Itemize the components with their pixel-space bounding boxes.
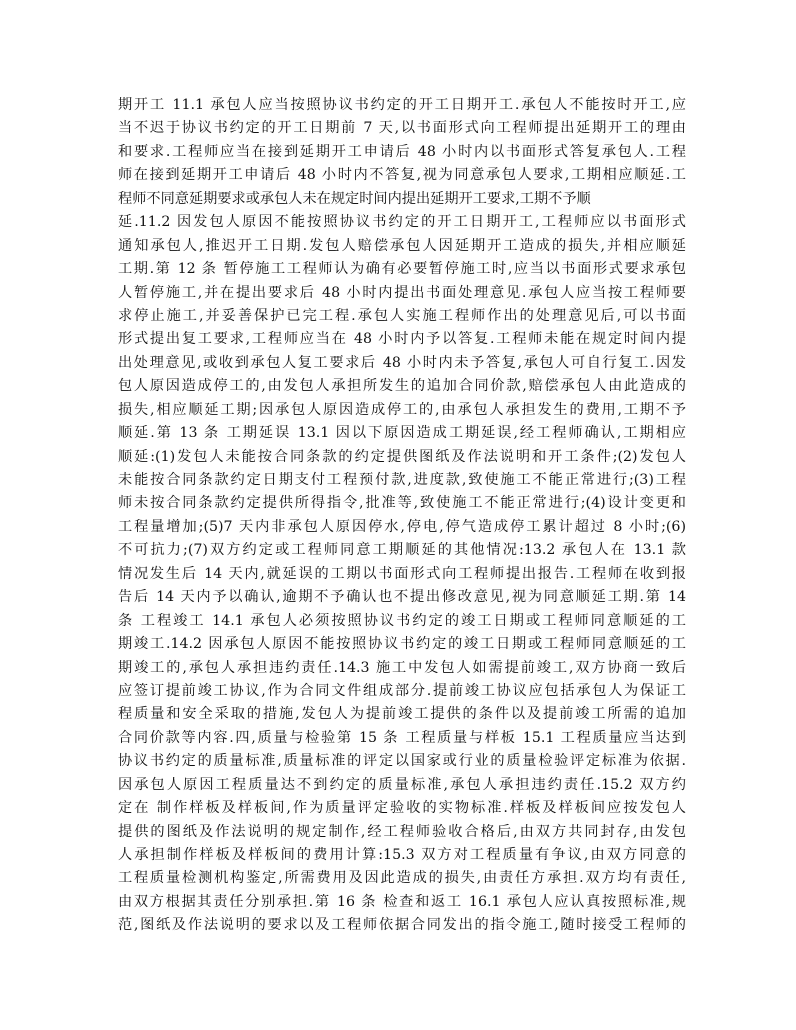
text-line-34: 工程质量检测机构鉴定,所需费用及因此造成的损失,由责任方承担.双方均有责任, [118, 870, 686, 887]
text-line-31: 定在 制作样板及样板间,作为质量评定验收的实物标准.样板及样板间应按发包人 [118, 800, 686, 817]
text-line-35: 由双方根据其责任分别承担.第 16 条 检查和返工 16.1 承包人应认真按照标准,规 [118, 893, 686, 910]
body-text [118, 94, 686, 938]
text-line-25: 期竣工的,承包人承担违约责任.14.3 施工中发包人如需提前竣工,双方协商一致后 [118, 659, 686, 676]
text-line-21: 情况发生后 14 天内,就延误的工期以书面形式向工程师提出报告.工程师在收到报 [118, 565, 686, 582]
text-line-17: 未能按合同条款约定日期支付工程预付款,进度款,致使施工不能正常进行;(3)工程 [118, 472, 686, 488]
text-line-10: 求停止施工,并妥善保护已完工程.承包人实施工程师作出的处理意见后,可以书面 [118, 307, 686, 324]
text-line-16: 顺延:(1)发包人未能按合同条款的约定提供图纸及作法说明和开工条件;(2)发包人 [118, 448, 686, 465]
text-line-20: 不可抗力;(7)双方约定或工程师同意工期顺延的其他情况:13.2 承包人在 13.1 款 [118, 542, 686, 559]
text-line-30: 因承包人原因工程质量达不到约定的质量标准,承包人承担违约责任.15.2 双方约 [118, 776, 686, 793]
text-line-33: 人承担制作样板及样板间的费用计算:15.3 双方对工程质量有争议,由双方同意的 [118, 847, 686, 863]
text-line-11: 形式提出复工要求,工程师应当在 48 小时内予以答复.工程师未能在规定时间内提 [118, 331, 686, 348]
text-line-24: 期竣工.14.2 因承包人原因不能按照协议书约定的竣工日期或工程师同意顺延的工 [118, 636, 686, 653]
text-line-1: 期开工 11.1 承包人应当按照协议书约定的开工日期开工.承包人不能按时开工,应 [118, 97, 686, 113]
text-line-5: 程师不同意延期要求或承包人未在规定时间内提出延期开工要求,工期不予顺 [118, 190, 591, 207]
text-line-13: 包人原因造成停工的,由发包人承担所发生的追加合同价款,赔偿承包人由此造成的 [118, 378, 686, 395]
text-line-19: 工程量增加;(5)7 天内非承包人原因停水,停电,停气造成停工累计超过 8 小时;(6) [118, 518, 686, 535]
text-line-36: 范,图纸及作法说明的要求以及工程师依据合同发出的指令施工,随时接受工程师的 [118, 917, 686, 934]
text-line-4: 师在接到延期开工申请后 48 小时内不答复,视为同意承包人要求,工期相应顺延.工 [118, 167, 686, 184]
text-line-32: 提供的图纸及作法说明的规定制作,经工程师验收合格后,由双方共同封存,由发包 [118, 823, 686, 840]
text-line-8: 工期.第 12 条 暂停施工工程师认为确有必要暂停施工时,应当以书面形式要求承包 [118, 261, 686, 278]
text-line-26: 应签订提前竣工协议,作为合同文件组成部分.提前竣工协议应包括承包人为保证工 [118, 682, 686, 699]
text-line-2: 当不迟于协议书约定的开工日期前 7 天,以书面形式向工程师提出延期开工的理由 [118, 120, 686, 137]
text-line-9: 人暂停施工,并在提出要求后 48 小时内提出书面处理意见.承包人应当按工程师要 [118, 284, 686, 301]
text-line-22: 告后 14 天内予以确认,逾期不予确认也不提出修改意见,视为同意顺延工期.第 14 [118, 589, 686, 606]
text-line-14: 损失,相应顺延工期;因承包人原因造成停工的,由承包人承担发生的费用,工期不予 [118, 401, 686, 418]
text-line-6: 延.11.2 因发包人原因不能按照协议书约定的开工日期开工,工程师应以书面形式 [118, 214, 686, 231]
text-line-27: 程质量和安全采取的措施,发包人为提前竣工提供的条件以及提前竣工所需的追加 [118, 706, 686, 723]
text-line-7: 通知承包人,推迟开工日期.发包人赔偿承包人因延期开工造成的损失,并相应顺延 [118, 237, 686, 254]
text-line-12: 出处理意见,或收到承包人复工要求后 48 小时内未予答复,承包人可自行复工.因发 [118, 354, 686, 371]
text-line-15: 顺延.第 13 条 工期延误 13.1 因以下原因造成工期延误,经工程师确认,工期相应 [118, 425, 686, 442]
text-line-28: 合同价款等内容.四,质量与检验第 15 条 工程质量与样板 15.1 工程质量应当达到 [118, 729, 686, 746]
text-line-29: 协议书约定的质量标准,质量标准的评定以国家或行业的质量检验评定标准为依据. [118, 753, 686, 770]
text-line-3: 和要求.工程师应当在接到延期开工申请后 48 小时内以书面形式答复承包人.工程 [118, 143, 686, 160]
text-line-18: 师未按合同条款约定提供所得指令,批准等,致使施工不能正常进行;(4)设计变更和 [118, 495, 686, 512]
text-line-23: 条 工程竣工 14.1 承包人必须按照协议书约定的竣工日期或工程师同意顺延的工 [118, 612, 686, 629]
